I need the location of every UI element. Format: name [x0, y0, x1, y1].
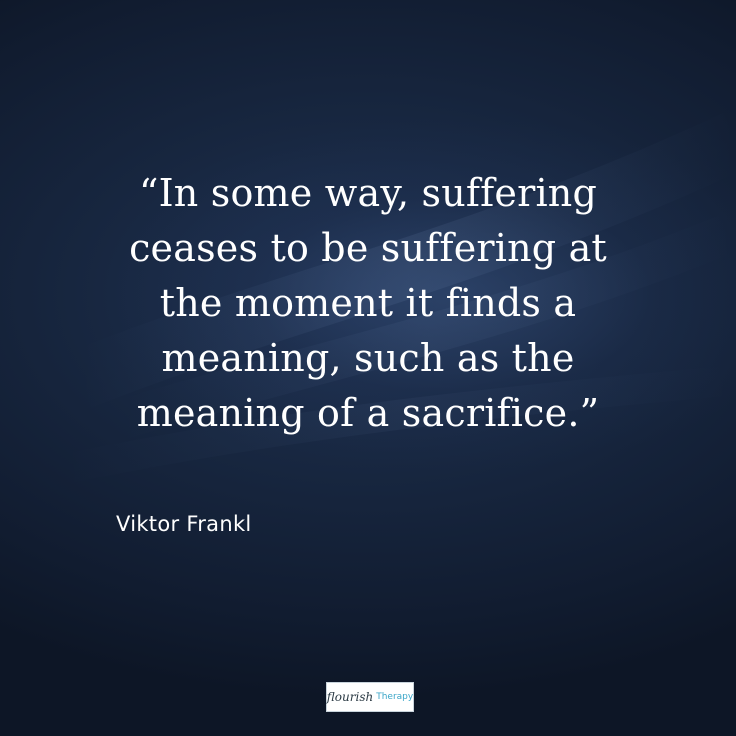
quote-author: Viktor Frankl — [116, 512, 252, 536]
quote-text — [0, 166, 736, 441]
quote-line: the moment it finds a — [159, 281, 577, 325]
quote-line: meaning of a sacrifice.” — [136, 391, 600, 435]
logo-sans-text: Therapy — [376, 692, 414, 702]
quote-line: “In some way, suffering — [138, 171, 598, 215]
flourish-therapy-logo — [326, 682, 414, 712]
quote-line: meaning, such as the — [161, 336, 575, 380]
quote-line: ceases to be suffering at — [129, 226, 607, 270]
logo-script-text: flourish — [326, 690, 374, 704]
